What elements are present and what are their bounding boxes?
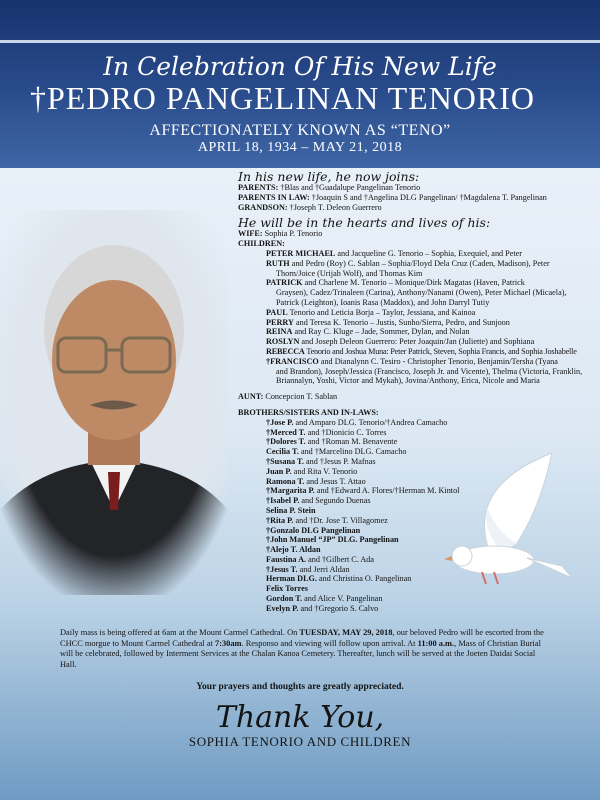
sibling-entry [238,584,588,594]
sibling-name: †Rita P. [266,515,294,525]
sibling-name: †Merced T. [266,427,306,437]
sibling-name: †John Manuel “JP” DLG. Pangelinan [266,535,399,545]
sibling-entry [238,457,588,467]
nickname-line: AFFECTIONATELY KNOWN AS “TENO” [149,122,451,139]
sibling-text: and †Gilbert C. Ada [306,554,375,564]
sibling-name: Selina P. Stein [266,505,316,515]
sibling-entry [238,545,588,555]
child-name: †FRANCISCO [266,356,319,366]
sibling-text: and †Marcelino DLG. Camacho [298,447,407,457]
sibling-name: Herman DLG. [266,574,317,584]
grandson-label: GRANDSON: [238,202,288,212]
child-text: and Teresa K. Tenorio – Justis, Sunho/Sierra, Pedro, and Sunjoon [293,317,510,327]
sibling-name: †Jose P. [266,417,294,427]
wife-line [238,229,588,239]
grandson-line [238,203,588,213]
sibling-entry [238,477,588,487]
child-name: PAUL [266,307,288,317]
sibling-name: Felix Torres [266,584,308,594]
wife-label: WIFE: [238,229,263,239]
portrait-photo [0,210,228,595]
sibling-name: †Jesus T. [266,564,298,574]
hearts-heading: He will be in the hearts and lives of his: [238,215,491,231]
wife-text: Sophia P. Tenorio [264,229,323,239]
sibling-entry [238,496,588,506]
sibling-entry [238,506,588,516]
child-entry [238,357,588,386]
sibling-entry [238,574,588,584]
child-entry [238,327,588,337]
sibling-name: †Susana T. [266,456,304,466]
notice-text-2: , our beloved Pedro will be escorted from the CHCC morgue to Mount Carmel Cathedral at [60,628,544,648]
child-name: PETER MICHAEL [266,248,336,258]
thank-you-heading: Thank You, [215,700,385,735]
sibling-text: and Segundo Duenas [299,496,371,506]
child-text: and Dianalynn C. Tesiro - Christopher Tenorio, Benjamin/Tersha (Tyana [318,356,558,366]
sibling-text: and Amparo DLG. Tenorio/†Andrea Camacho [293,417,448,427]
sibling-name: Ramona T. [266,476,305,486]
sibling-name: †Margarita P. [266,486,315,496]
sibling-text: and †Dionicio C. Torres [305,427,387,437]
sibling-entry [238,418,588,428]
obituary-body [238,170,588,614]
child-entry [238,278,588,307]
sibling-entry [238,555,588,565]
child-text: and Joseph Deleon Guerrero: Peter Joaquin/Jan (Juliette) and Sophiana [299,337,535,347]
child-name: ROSLYN [266,337,300,347]
sibling-name: †Alejo T. Aldan [266,545,321,555]
service-notice [60,628,550,670]
sibling-entry [238,594,588,604]
child-continuation: and Brandon), Joseph/Jessica (Francisco, Joseph Jr. and Vicente), Thelma (Victoria, Franklin, Briannalyn, Yoshi, Victor and Mykah), Jovina/Anthony, Erica, Nicole and Maria [276,366,583,386]
child-entry [238,259,588,279]
sibling-name: †Gonzalo DLG Pangelinan [266,525,361,535]
parents-line [238,183,588,193]
inlaws-line [238,193,588,203]
child-text: and Jacqueline G. Tenorio – Sophia, Exequiel, and Peter [335,248,523,258]
sibling-entry [238,535,588,545]
siblings-label: BROTHERS/SISTERS AND IN-LAWS: [238,407,379,417]
children-list [238,249,588,386]
child-entry [238,308,588,318]
sibling-text: and Christina O. Pangelinan [316,574,412,584]
children-label-line [238,239,588,249]
aunt-line [238,392,588,402]
signature-family: SOPHIA TENORIO AND CHILDREN [188,734,412,749]
sibling-entry [238,486,588,496]
child-name: PERRY [266,317,294,327]
child-name: REBECCA [266,346,305,356]
deceased-name: †PEDRO PANGELINAN TENORIO [30,80,536,116]
child-entry [238,249,588,259]
child-continuation: Graysen), Cadez/Trinaleen (Carina), Anthony/Nanami (Owen), Peter Michael (Micaela), Patrick (Leighton), Ioanis Rasa (Maddox), and John Darryl Tutiy [276,288,567,307]
siblings-list [238,418,588,614]
child-text: Tenorio and Leticia Borja – Taylor, Jessiana, and Kainoa [287,307,476,317]
sibling-name: Faustina A. [266,554,307,564]
grandson-text: †Joseph T. Deleon Guerrero [289,202,382,212]
child-entry [238,318,588,328]
child-name: RUTH [266,258,290,268]
sibling-name: Gordon T. [266,594,303,604]
child-name: REINA [266,327,293,337]
sibling-text: and Alice V. Pangelinan [302,594,383,604]
sibling-entry [238,428,588,438]
notice-time-1: 7:30am [215,638,242,648]
notice-text-3: . Responso and viewing will follow upon arrival. At [241,638,418,648]
parents-text: †Blas and †Guadalupe Pangelinan Tenorio [280,183,421,192]
sibling-name: Evelyn P. [266,603,299,613]
sibling-entry [238,604,588,614]
notice-text-4: , Mass of Christian Burial will be celebrated, followed by Interment Services at the Chalan Kanoa Cemetery. Thereafter, lunch will be served at the Joeten Daidai Social Hall. [60,638,541,669]
notice-time-2: 11:00 a.m. [417,638,455,648]
child-text: Tenorio and Joshua Muna: Peter Patrick, Steven, Sophia Francis, and Sophia Joshabelle [304,346,577,356]
sibling-entry [238,516,588,526]
children-label: CHILDREN: [238,239,285,249]
sibling-text: and †Jesus P. Mafnas [303,456,376,466]
child-text: and Pedro (Roy) C. Sablan – Sophia/Floyd Dela Cruz (Caden, Madison), Peter [289,258,550,268]
sibling-text: and †Edward A. Flores/†Herman M. Kintol [314,486,460,496]
sibling-name: †Dolores T. [266,437,306,447]
child-continuation: Thorn/Joice (Urijah Wolf), and Thomas Kim [276,268,423,278]
aunt-text: Concepcion T. Sablan [265,392,338,402]
celebration-title: In Celebration Of His New Life [103,52,497,81]
notice-text-1: Daily mass is being offered at 6am at the Mount Carmel Cathedral. On [60,628,300,637]
child-name: PATRICK [266,278,303,288]
inlaws-label: PARENTS IN LAW: [238,192,310,202]
sibling-entry [238,467,588,477]
sibling-entry [238,447,588,457]
sibling-name: Cecilia T. [266,447,299,457]
child-entry [238,347,588,357]
sibling-text: and Jerri Aldan [297,564,350,574]
child-text: and Charlene M. Tenorio – Monique/Dirk Magatas (Haven, Patrick [302,278,525,288]
sibling-text: and †Gregorio S. Calvo [298,603,379,613]
sibling-text: and †Dr. Jose T. Villagomez [293,515,388,525]
header-banner [0,0,600,168]
inlaws-text: †Joaquin S and †Angelina DLG Pangelinan/ †Magdalena T. Pangelinan [311,192,547,202]
child-entry [238,337,588,347]
header-stripe [0,40,600,43]
sibling-entry [238,526,588,536]
sibling-entry [238,437,588,447]
parents-label: PARENTS: [238,183,279,192]
notice-date: TUESDAY, MAY 29, 2018 [299,628,393,637]
siblings-label-line [238,408,588,418]
joins-heading: In his new life, he now joins: [238,169,420,184]
sibling-name: Juan P. [266,466,292,476]
life-dates: APRIL 18, 1934 – MAY 21, 2018 [197,140,403,155]
aunt-label: AUNT: [238,392,264,402]
sibling-text: and Rita V. Tenorio [291,466,358,476]
sibling-text: and Jesus T. Attao [304,476,366,486]
child-text: and Ray C. Kluge – Jade, Sommer, Dylan, and Nolan [292,327,470,337]
sibling-name: †Isabel P. [266,496,300,506]
sibling-entry [238,565,588,575]
prayers-line: Your prayers and thoughts are greatly appreciated. [196,682,404,692]
sibling-text: and †Roman M. Benavente [305,437,398,447]
